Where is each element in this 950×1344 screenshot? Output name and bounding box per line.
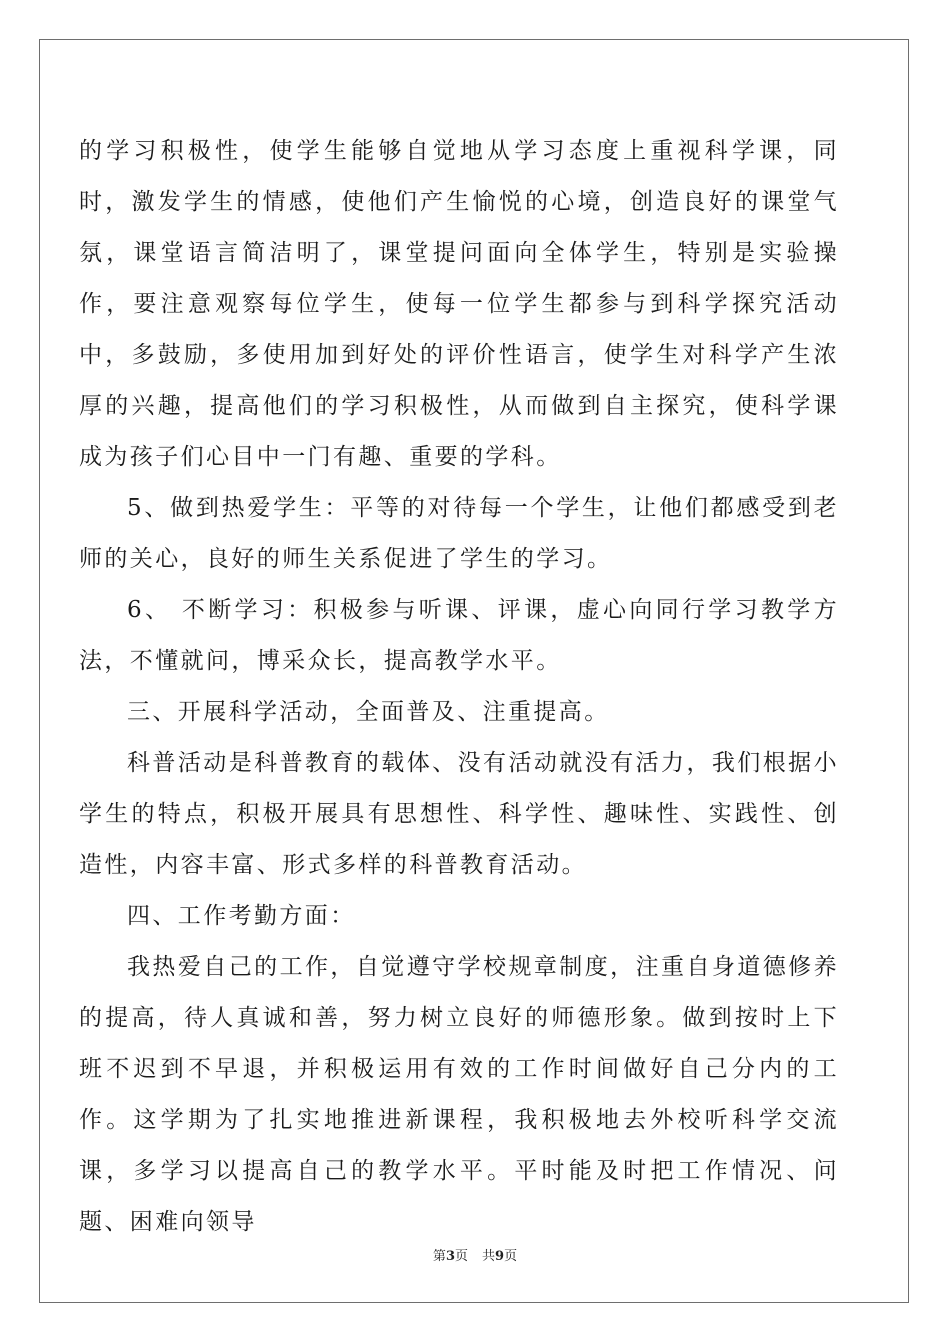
section-heading-3: 三、开展科学活动，全面普及、注重提高。 [127,699,610,725]
paragraph-attendance: 我热爱自己的工作，自觉遵守学校规章制度，注重自身道德修养的提高，待人真诚和善，努力树立良好的师德形象。做到按时上下班不迟到不早退，并积极运用有效的工作时间做好自己分内的工作。这学期为了扎实地推进新课程，我积极地去外校听科学交流课，多学习以提高自己的教学水平。平时能及时把工作情况、问题、困难向领导 [79,954,839,1235]
page-prefix: 第 [432,1249,446,1264]
total-prefix: 共 [482,1249,496,1264]
page-suffix: 页 [454,1249,468,1264]
paragraph-item-5: 5、做到热爱学生：平等的对待每一个学生，让他们都感受到老师的关心，良好的师生关系促进了学生的学习。 [79,495,839,572]
total-suffix: 页 [504,1249,518,1264]
paragraph-science-activities: 科普活动是科普教育的载体、没有活动就没有活力，我们根据小学生的特点，积极开展具有思想性、科学性、趣味性、实践性、创造性，内容丰富、形式多样的科普教育活动。 [79,750,839,878]
paragraph-item-6: 6、 不断学习：积极参与听课、评课，虚心向同行学习教学方法，不懂就问，博采众长，提高教学水平。 [79,597,839,674]
paragraph-continuation: 的学习积极性，使学生能够自觉地从学习态度上重视科学课，同时，激发学生的情感，使他们产生愉悦的心境，创造良好的课堂气氛，课堂语言简洁明了，课堂提问面向全体学生，特别是实验操作，要注意观察每位学生，使每一位学生都参与到科学探究活动中，多鼓励，多使用加到好处的评价性语言，使学生对科学产生浓厚的兴趣，提高他们的学习积极性，从而做到自主探究，使科学课成为孩子们心目中一门有趣、重要的学科。 [79,138,839,470]
page-footer [0,1245,950,1264]
section-heading-4: 四、工作考勤方面： [127,903,356,929]
page-number: 3 [445,1249,455,1264]
document-body [79,126,839,1248]
total-pages: 9 [495,1249,505,1264]
